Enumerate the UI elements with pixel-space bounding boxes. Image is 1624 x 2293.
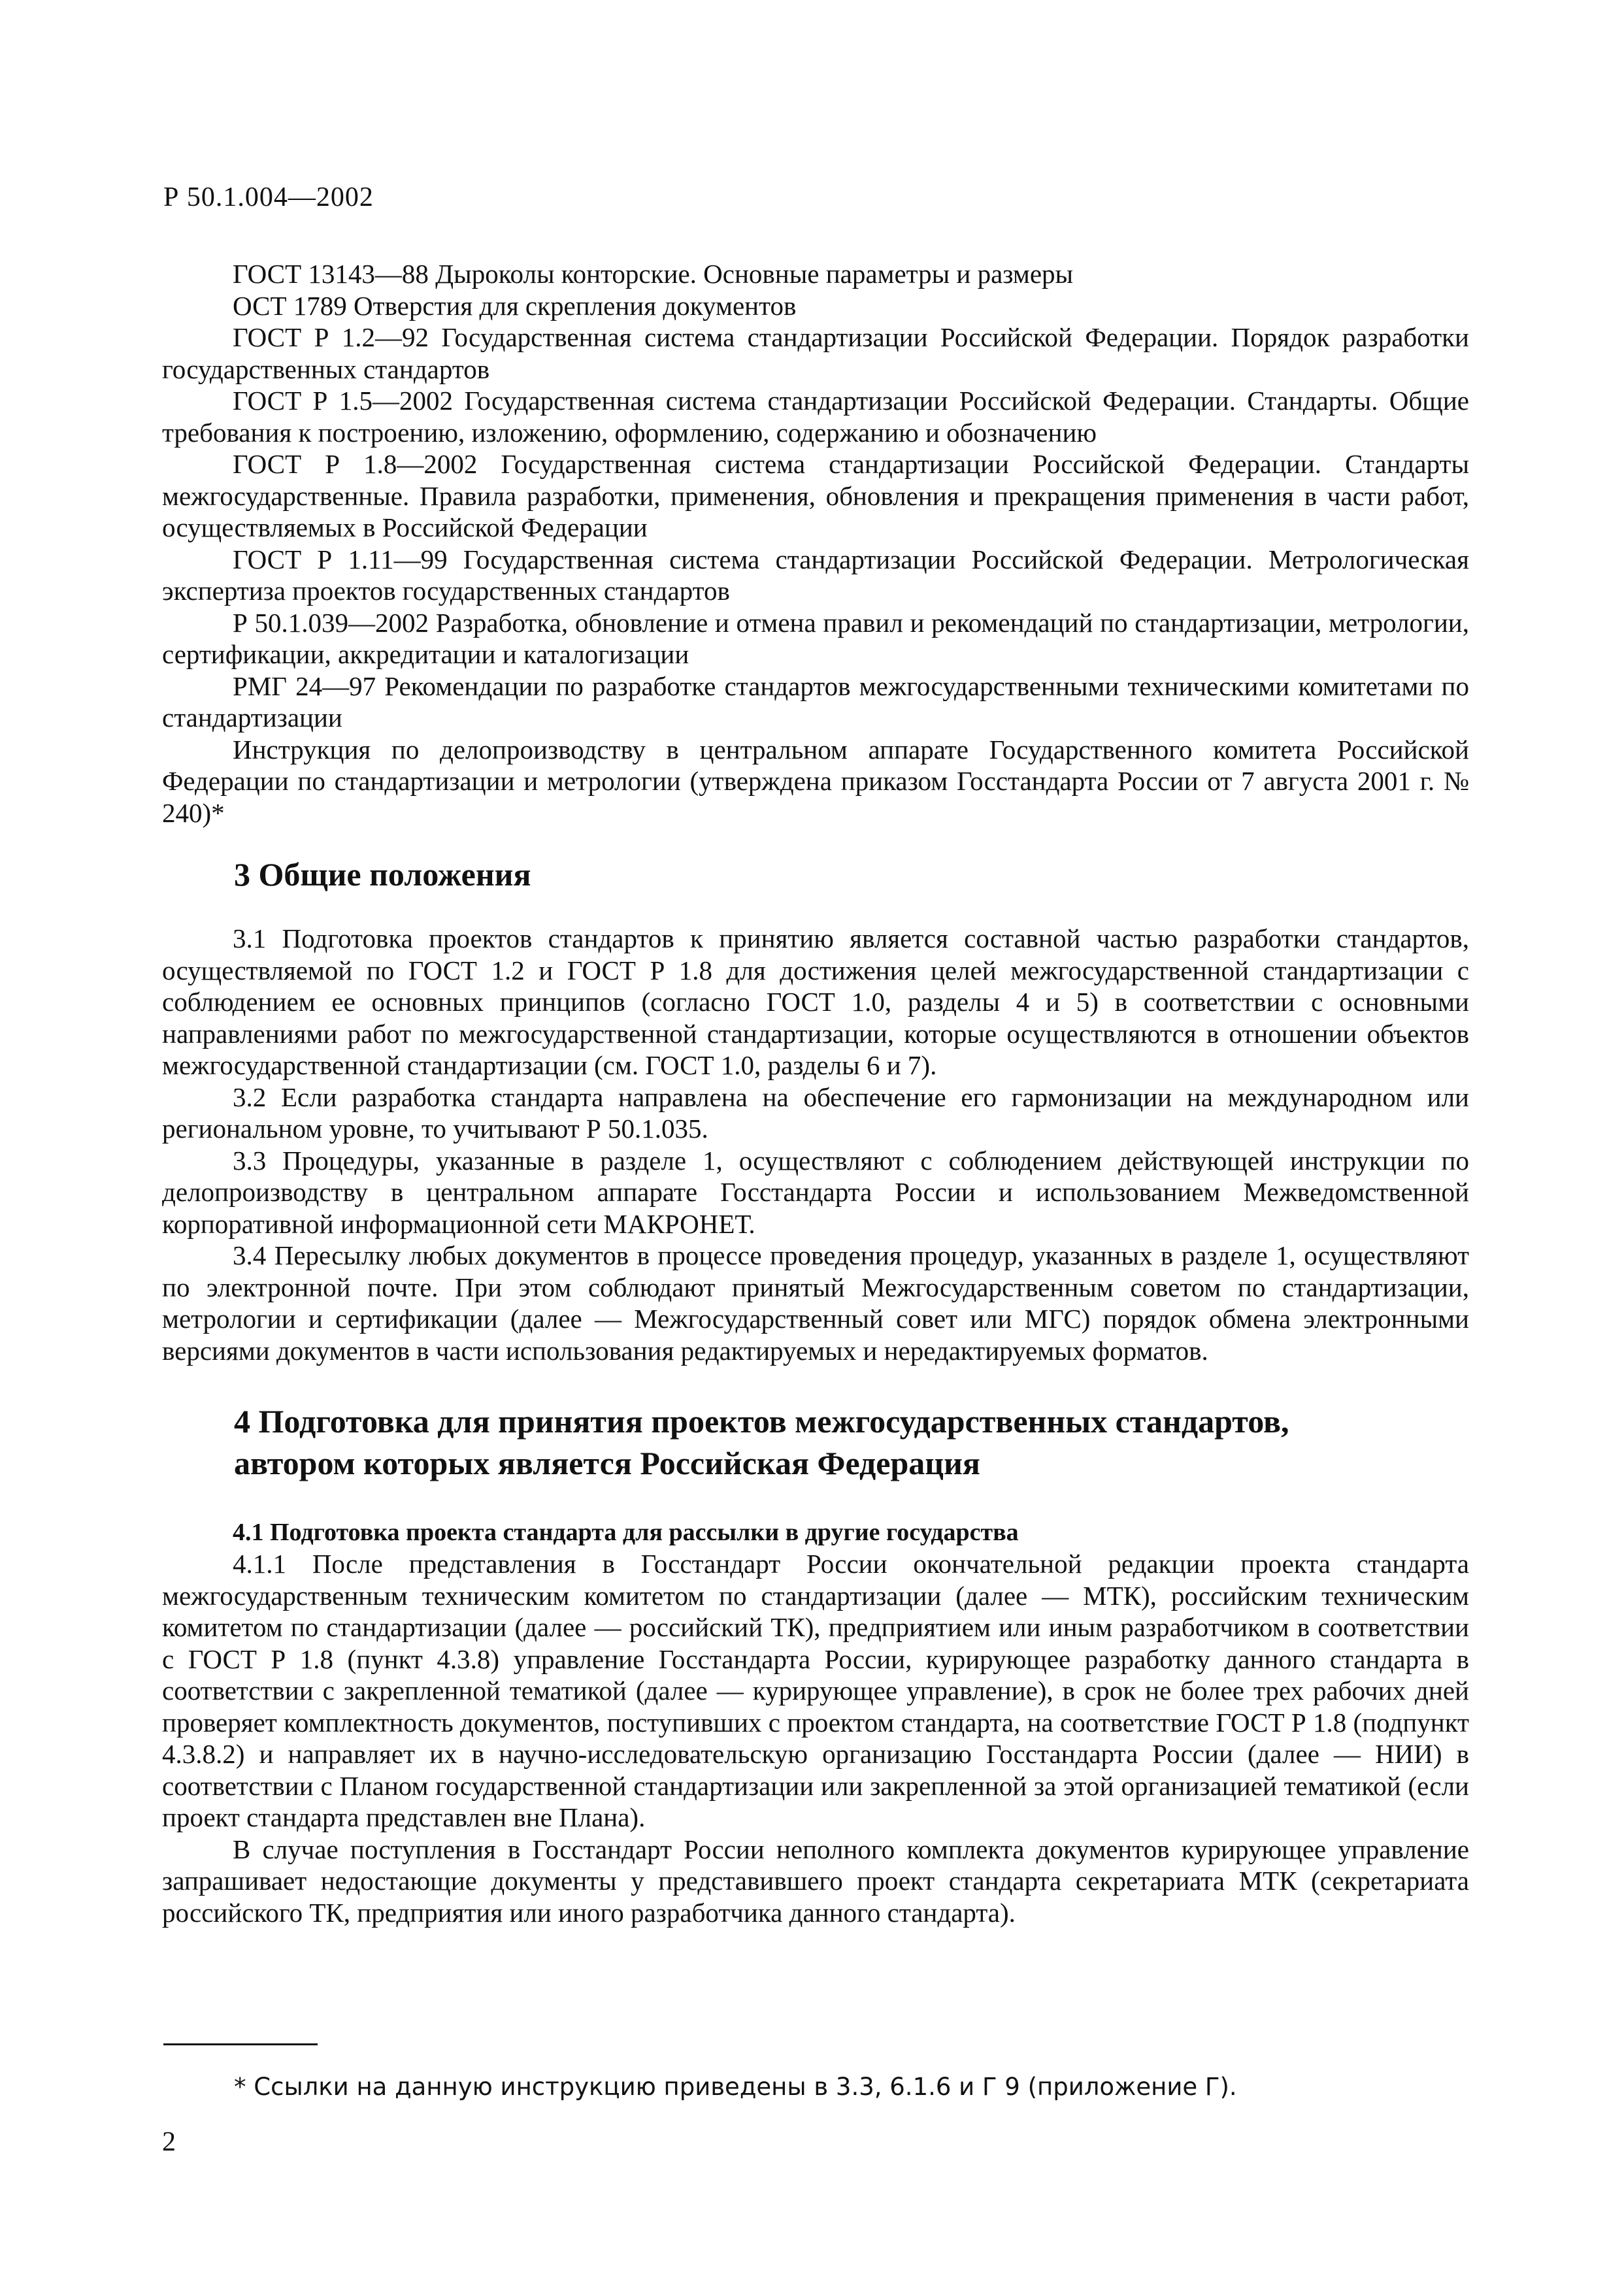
section-3-heading: 3 Общие положения [234,856,531,893]
reference-item: Р 50.1.039—2002 Разработка, обновление и отмена правил и рекомендаций по стандартизации, метрологии, сертификации, аккредитации и каталогизации [162,607,1469,669]
paragraph-4-1-1: 4.1.1 После представления в Госстандарт России окончательной редакции проекта стандарта межгосударственным техническим комитетом по стандартизации (далее — МТК), российским техническим комитетом по стандартизации (далее — российский ТК), предприятием или иным разработчиком в соответствии с ГОСТ Р 1.8 (пункт 4.3.8) управление Госстандарта России, курирующее разработку данного стандарта в соответствии с закрепленной тематикой (далее — курирующее управление), в срок не более трех рабочих дней проверяет комплектность документов, поступивших с проектом стандарта, на соответствие ГОСТ Р 1.8 (подпункт 4.3.8.2) и направляет их в научно-исследовательскую организацию Госстандарта России (далее — НИИ) в соответствии с Планом государственной стандартизации или закрепленной за этой организацией тематикой (если проект стандарта представлен вне Плана). [162,1549,1469,1832]
paragraph-4-1-1-continued: В случае поступления в Госстандарт России неполного комплекта документов курирующее управление запрашивает недостающие документы у представившего проект стандарта секретариата МТК (секретариата российского ТК, предприятия или иного разработчика данного стандарта). [162,1834,1469,1928]
page-number: 2 [162,2127,176,2157]
document-code: Р 50.1.004—2002 [163,182,374,212]
section-3-body [162,923,1469,1366]
normative-references-list [162,258,1469,829]
section-4-body [162,1548,1469,1928]
reference-item: ГОСТ Р 1.5—2002 Государственная система стандартизации Российской Федерации. Стандарты. Общие требования к построению, изложению, оформлению, содержанию и обозначению [162,386,1469,448]
reference-item: ГОСТ Р 1.11—99 Государственная система стандартизации Российской Федерации. Метрологическая экспертиза проектов государственных стандартов [162,544,1469,606]
section-4-heading-line-1: 4 Подготовка для принятия проектов межгосударственных стандартов, [234,1403,1289,1440]
reference-item: ОСТ 1789 Отверстия для скрепления документов [233,290,797,321]
reference-item: ГОСТ Р 1.8—2002 Государственная система стандартизации Российской Федерации. Стандарты межгосударственные. Правила разработки, применения, обновления и прекращения применения в части работ, осуществляемых в Российской Федерации [162,449,1469,542]
footnote: * Ссылки на данную инструкцию приведены в 3.3, 6.1.6 и Г 9 (приложение Г). [234,2073,1237,2101]
reference-item: ГОСТ 13143—88 Дыроколы конторские. Основные параметры и размеры [233,259,1074,289]
paragraph-3-2: 3.2 Если разработка стандарта направлена на обеспечение его гармонизации на международном или региональном уровне, то учитывают Р 50.1.035. [162,1081,1469,1144]
section-4-heading-line-2: автором которых является Российская Федерация [234,1445,980,1481]
footnote-divider [163,2043,318,2045]
paragraph-3-3: 3.3 Процедуры, указанные в разделе 1, осуществляют с соблюдением действующей инструкции по делопроизводству в центральном аппарате Госстандарта России и использованием Межведомственной корпоративной информационной сети МАКРОНЕТ. [162,1145,1469,1239]
document-body [162,258,1469,1928]
paragraph-3-4: 3.4 Пересылку любых документов в процессе проведения процедур, указанных в разделе 1, осуществляют по электронной почте. При этом соблюдают принятый Межгосударственным советом по стандартизации, метрологии и сертификации (далее — Межгосударственный совет или МГС) порядок обмена электронными версиями документов в части использования редактируемых и нередактируемых форматов. [162,1240,1469,1366]
subsection-4-1-heading: 4.1 Подготовка проекта стандарта для рассылки в другие государства [233,1519,1019,1546]
paragraph-3-1: 3.1 Подготовка проектов стандартов к принятию является составной частью разработки стандартов, осуществляемой по ГОСТ 1.2 и ГОСТ Р 1.8 для достижения целей межгосударственной стандартизации с соблюдением ее основных принципов (согласно ГОСТ 1.0, разделы 4 и 5) в соответствии с основными направлениями работ по межгосударственной стандартизации, которые осуществляются в отношении объектов межгосударственной стандартизации (см. ГОСТ 1.0, разделы 6 и 7). [162,923,1469,1080]
reference-item: РМГ 24—97 Рекомендации по разработке стандартов межгосударственными техническими комитетами по стандартизации [162,670,1469,733]
reference-item: ГОСТ Р 1.2—92 Государственная система стандартизации Российской Федерации. Порядок разработки государственных стандартов [162,322,1469,384]
section-4-heading [234,1400,1469,1484]
reference-item: Инструкция по делопроизводству в центральном аппарате Государственного комитета Российской Федерации по стандартизации и метрологии (утверждена приказом Госстандарта России от 7 августа 2001 г. № 240)* [162,734,1469,828]
